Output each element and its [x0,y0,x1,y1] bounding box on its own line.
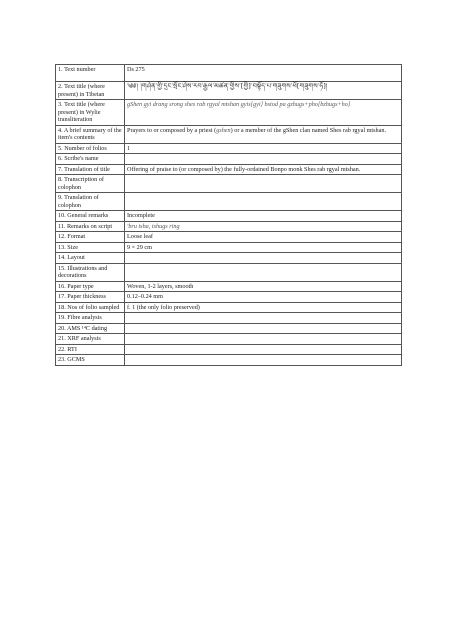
row-label: 10. General remarks [56,211,125,222]
table-row [56,355,402,366]
row-label: 8. Transcription of colophon [56,175,125,193]
row-label: 4. A brief summary of the item's contents [56,125,125,143]
row-value: Loose leaf [125,232,402,243]
row-value [125,154,402,165]
table-row [56,263,402,281]
row-label: 7. Translation of title [56,164,125,175]
table-row [56,281,402,292]
row-value: Offering of praise to (or composed by) the fully-ordained Bonpo monk Shes rab rgyal mtshan. [125,164,402,175]
table-row [56,221,402,232]
row-value: Woven, 1-2 layers, smooth [125,281,402,292]
table-row [56,125,402,143]
row-value: 0.12–0.24 mm [125,292,402,303]
row-label: 19. Fibre analysis [56,313,125,324]
row-value: 1 [125,143,402,154]
row-value [125,263,402,281]
row-label: 23. GCMS [56,355,125,366]
row-label: 15. Illustrations and decorations [56,263,125,281]
row-value: 9 × 29 cm [125,242,402,253]
row-label: 12. Format [56,232,125,243]
table-row [56,313,402,324]
row-value: f. 1 (the only folio preserved) [125,302,402,313]
row-value: Ds 275 [125,65,402,82]
row-label: 3. Text title (where present) in Wylie transliteration [56,100,125,126]
summary-text: Prayers to or composed by a priest ( [127,126,217,134]
row-label: 1. Text number [56,65,125,82]
row-label: 2. Text title (where present) in Tibetan [56,82,125,100]
row-label: 18. Nos of folio sampled [56,302,125,313]
table-row [56,302,402,313]
table-row [56,334,402,345]
table-row [56,211,402,222]
wylie-title: gShen gyi drang srong shes rab rgyal mtshan gyis[gyi] bstod pa gzhugs+pho[bzhugs+ho] [125,100,402,126]
row-value [125,344,402,355]
row-label: 21. XRF analysis [56,334,125,345]
manuscript-metadata-table [55,64,402,366]
row-label: 20. AMS ¹⁴C dating [56,323,125,334]
row-value [125,313,402,324]
table-row [56,253,402,264]
table-row [56,175,402,193]
table-row [56,323,402,334]
row-label: 6. Scribe's name [56,154,125,165]
row-label: 13. Size [56,242,125,253]
row-label: 22. RTI [56,344,125,355]
row-value: Incomplete [125,211,402,222]
row-value [125,323,402,334]
table-row [56,82,402,100]
summary-term: gshen [216,126,231,134]
table-row [56,143,402,154]
tibetan-title: ༄༅། །གཤེན་གྱི་དྲང་སྲོང་ཤེས་རབ་རྒྱལ་མཚན་གྱིས་[གྱི]་བསྟོད་པ་གཟུགས་ཕོ[གཟུགས་ཧོ]། [125,82,402,100]
row-label: 17. Paper thickness [56,292,125,303]
table-row [56,193,402,211]
row-value [125,334,402,345]
row-value [125,175,402,193]
row-value [125,253,402,264]
table-row [56,164,402,175]
row-value: 'bru tsha, tshugs ring [125,221,402,232]
row-value [125,355,402,366]
row-label: 14. Layout [56,253,125,264]
row-label: 11. Remarks on script [56,221,125,232]
row-label: 9. Translation of colophon [56,193,125,211]
table-row [56,232,402,243]
table-row [56,65,402,82]
summary-text: ) or a member of the gShen clan named Shes rab rgyal mtshan. [230,126,387,134]
row-value [125,125,402,143]
table-row [56,242,402,253]
row-label: 5. Number of folios [56,143,125,154]
row-label: 16. Paper type [56,281,125,292]
table-row [56,344,402,355]
table-row [56,100,402,126]
row-value [125,193,402,211]
table-row [56,292,402,303]
table-row [56,154,402,165]
